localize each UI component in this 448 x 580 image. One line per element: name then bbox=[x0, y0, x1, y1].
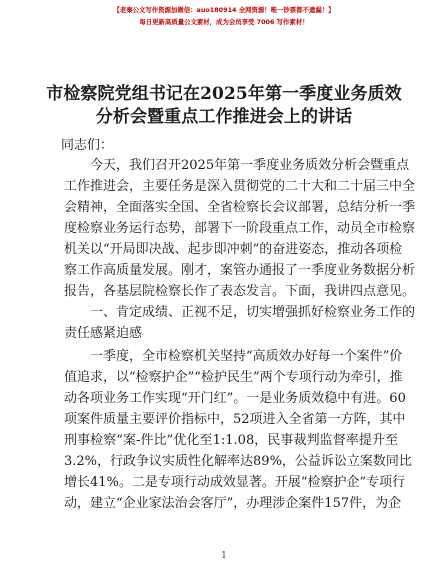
header-banner-line-1: 【老秦公文写作资源加微信：auo180914 全网资源！唯一钞票都不遗漏！】 bbox=[113, 6, 335, 14]
body-line: 察工作高质量发展。刚才，案管办通报了一季度业务数据分析 bbox=[64, 263, 416, 278]
body-line: 今天，我们召开2025年第一季度业务质效分析会暨重点 bbox=[90, 158, 410, 173]
body-line: 动，建立“企业家法治会客厅”，办理涉企案件157件，为企 bbox=[64, 496, 402, 511]
salutation: 同志们： bbox=[61, 138, 114, 153]
body-line: 动各项业务工作实现“开门红”。一是业务质效稳中有进。60 bbox=[64, 391, 406, 406]
body-line: 度检察业务运行态势，部署下一阶段重点工作，动员全市检察 bbox=[64, 221, 416, 236]
document-title-line-1: 市检察院党组书记在2025年第一季度业务质效 bbox=[46, 84, 402, 104]
body-line: 一季度，全市检察机关坚持“高质效办好每一个案件”价 bbox=[90, 349, 403, 364]
body-line: 刑事检察“案-件比”优化至1:1.08，民事裁判监督率提升至 bbox=[64, 433, 398, 448]
header-banner-line-2: 每日更新高质量公文素材，成为会员享受 7006 写作素材！ bbox=[139, 18, 309, 26]
section-heading: 一、肯定成绩、正视不足，切实增强抓好检察业务工作的 bbox=[90, 305, 416, 320]
body-line: 工作推进会，主要任务是深入贯彻党的二十大和二十届三中全 bbox=[64, 179, 416, 194]
page-number: 1 bbox=[221, 551, 227, 561]
body-line: 值追求，以“检察护企”“检护民生”两个专项行动为牵引，推 bbox=[64, 370, 403, 385]
body-line: 报告，各基层院检察长作了表态发言。下面，我讲四点意见。 bbox=[64, 284, 416, 299]
section-heading: 责任感紧迫感 bbox=[64, 326, 143, 341]
body-line: 会精神，全面落实全国、全省检察长会议部署，总结分析一季 bbox=[64, 200, 416, 215]
body-line: 项案件质量主要评价指标中，52项进入全省第一方阵，其中 bbox=[64, 412, 406, 427]
body-line: 增长41%。二是专项行动成效显著。开展“检察护企”专项行 bbox=[64, 475, 406, 490]
body-line: 机关以“开局即决战、起步即冲刺”的奋进姿态，推动各项检 bbox=[64, 242, 403, 257]
body-line: 3.2%，行政争议实质性化解率达89%，公益诉讼立案数同比 bbox=[64, 454, 412, 469]
document-title-line-2: 分析会暨重点工作推进会上的讲话 bbox=[95, 107, 353, 127]
